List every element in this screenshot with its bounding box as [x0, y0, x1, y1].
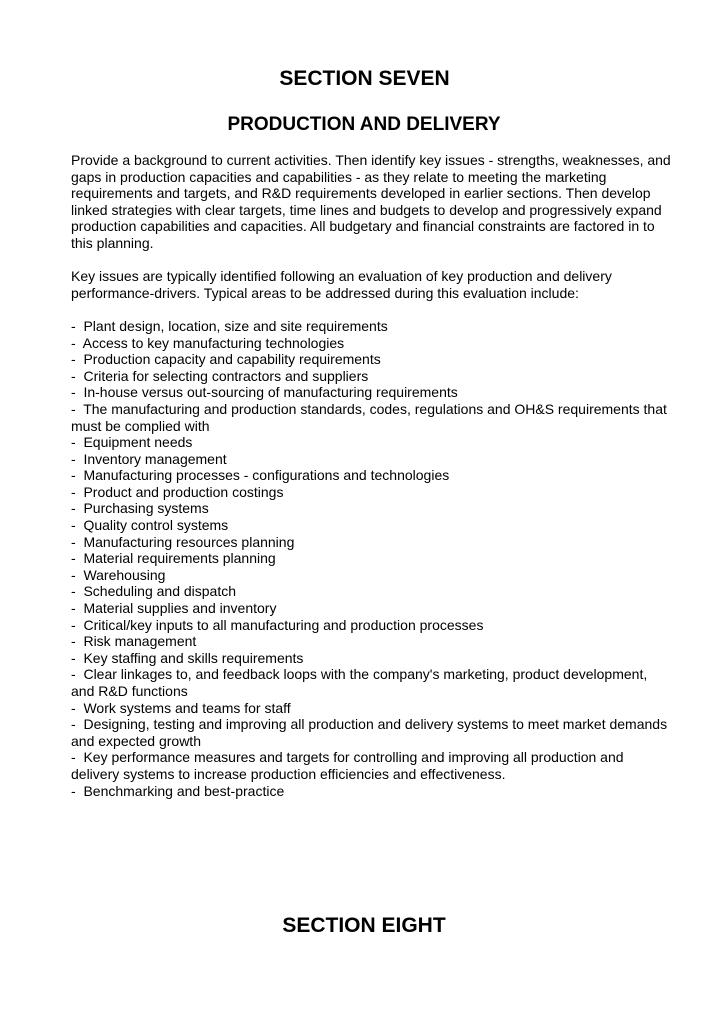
list-item — [71, 517, 671, 534]
list-marker: - — [71, 699, 84, 716]
list-item — [71, 335, 671, 352]
list-marker: - — [71, 334, 83, 351]
list-item — [71, 550, 671, 567]
list-marker: - — [71, 483, 84, 500]
list-marker: - — [71, 450, 84, 467]
list-item — [71, 451, 671, 468]
list-item-text: Criteria for selecting contractors and suppliers — [83, 367, 369, 384]
next-section-title: SECTION EIGHT — [282, 914, 446, 937]
list-item — [71, 600, 671, 617]
list-item-text: Designing, testing and improving all production and delivery systems to meet market demands and expected growth — [71, 716, 668, 749]
list-marker: - — [71, 616, 84, 633]
list-item — [71, 583, 671, 600]
list-marker: - — [71, 583, 84, 600]
list-item — [71, 700, 671, 717]
list-item-text: Risk management — [83, 633, 197, 650]
list-item-text: Product and production costings — [83, 483, 284, 500]
list-item — [71, 500, 671, 517]
evaluation-paragraph: Key issues are typically identified following an evaluation of key production and delivery performance-drivers. Typical areas to be addressed during this evaluation include: — [71, 268, 612, 301]
list-item-text: Quality control systems — [83, 517, 229, 534]
list-item-text: Material supplies and inventory — [83, 600, 277, 617]
list-item — [71, 783, 671, 800]
list-item-text: Manufacturing resources planning — [83, 533, 295, 550]
list-marker: - — [71, 384, 84, 401]
section-title — [0, 66, 728, 92]
list-marker: - — [71, 666, 84, 683]
list-item — [71, 567, 671, 584]
list-item-text: Benchmarking and best-practice — [83, 782, 285, 799]
list-item — [71, 401, 671, 434]
list-marker: - — [71, 566, 84, 583]
list-item-text: In-house versus out-sourcing of manufacturing requirements — [83, 384, 458, 401]
list-item-text: Key staffing and skills requirements — [83, 649, 304, 666]
list-marker: - — [71, 649, 84, 666]
list-item — [71, 351, 671, 368]
list-marker: - — [71, 517, 84, 534]
list-marker: - — [71, 633, 84, 650]
evaluation-areas-list — [71, 318, 671, 799]
list-marker: - — [71, 716, 84, 733]
list-marker: - — [71, 782, 84, 799]
list-item-text: Material requirements planning — [83, 550, 276, 567]
list-item-text: Critical/key inputs to all manufacturing and production processes — [83, 616, 484, 633]
list-marker: - — [71, 600, 84, 617]
list-item-text: Equipment needs — [83, 434, 193, 451]
section-subtitle: PRODUCTION AND DELIVERY — [227, 114, 501, 135]
list-marker: - — [71, 434, 84, 451]
body-text — [71, 152, 671, 799]
list-item — [71, 749, 671, 782]
list-marker: - — [71, 550, 84, 567]
list-item-text: Access to key manufacturing technologies — [82, 334, 345, 351]
list-item-text: Warehousing — [83, 566, 166, 583]
list-item-text: Scheduling and dispatch — [83, 583, 237, 600]
section-title-text: SECTION SEVEN — [279, 67, 450, 90]
list-marker: - — [71, 317, 84, 334]
list-item-text: Plant design, location, size and site requirements — [83, 317, 388, 334]
list-item-text: Key performance measures and targets for controlling and improving all production and delivery systems to increase production efficiencies and effectiveness. — [71, 749, 624, 782]
list-item-text: Production capacity and capability requirements — [83, 351, 381, 368]
list-item — [71, 484, 671, 501]
list-item — [71, 666, 671, 699]
list-marker: - — [71, 533, 84, 550]
list-item-text: The manufacturing and production standards, codes, regulations and OH&S requirements that must be complied with — [71, 400, 667, 434]
list-item — [71, 650, 671, 667]
list-item — [71, 318, 671, 335]
list-marker: - — [71, 467, 84, 484]
list-item — [71, 467, 671, 484]
list-item — [71, 716, 671, 749]
list-item — [71, 368, 671, 385]
list-marker: - — [71, 351, 84, 368]
list-marker: - — [71, 500, 84, 517]
list-item-text: Inventory management — [83, 450, 227, 467]
list-item-text: Purchasing systems — [83, 500, 209, 517]
list-item-text: Clear linkages to, and feedback loops with the company's marketing, product development, and R&D functions — [71, 666, 648, 699]
list-item — [71, 633, 671, 650]
list-item-text: Manufacturing processes - configurations and technologies — [83, 467, 450, 484]
list-item — [71, 534, 671, 551]
list-item — [71, 384, 671, 401]
list-marker: - — [71, 367, 84, 384]
list-item — [71, 617, 671, 634]
list-item — [71, 434, 671, 451]
intro-paragraph: Provide a background to current activities. Then identify key issues - strengths, weaknesses, and gaps in production capacities and capabilities - as they relate to meeting the marketing requirements and targets, and R&D requirements developed in earlier sections. Then develop linked strategies with clear targets, time lines and budgets to develop and progressively expand production capabilities and capacities. All budgetary and financial constraints are factored in to this planning. — [71, 152, 671, 251]
list-marker: - — [71, 400, 84, 417]
list-item-text: Work systems and teams for staff — [83, 699, 291, 716]
list-marker: - — [71, 749, 84, 766]
